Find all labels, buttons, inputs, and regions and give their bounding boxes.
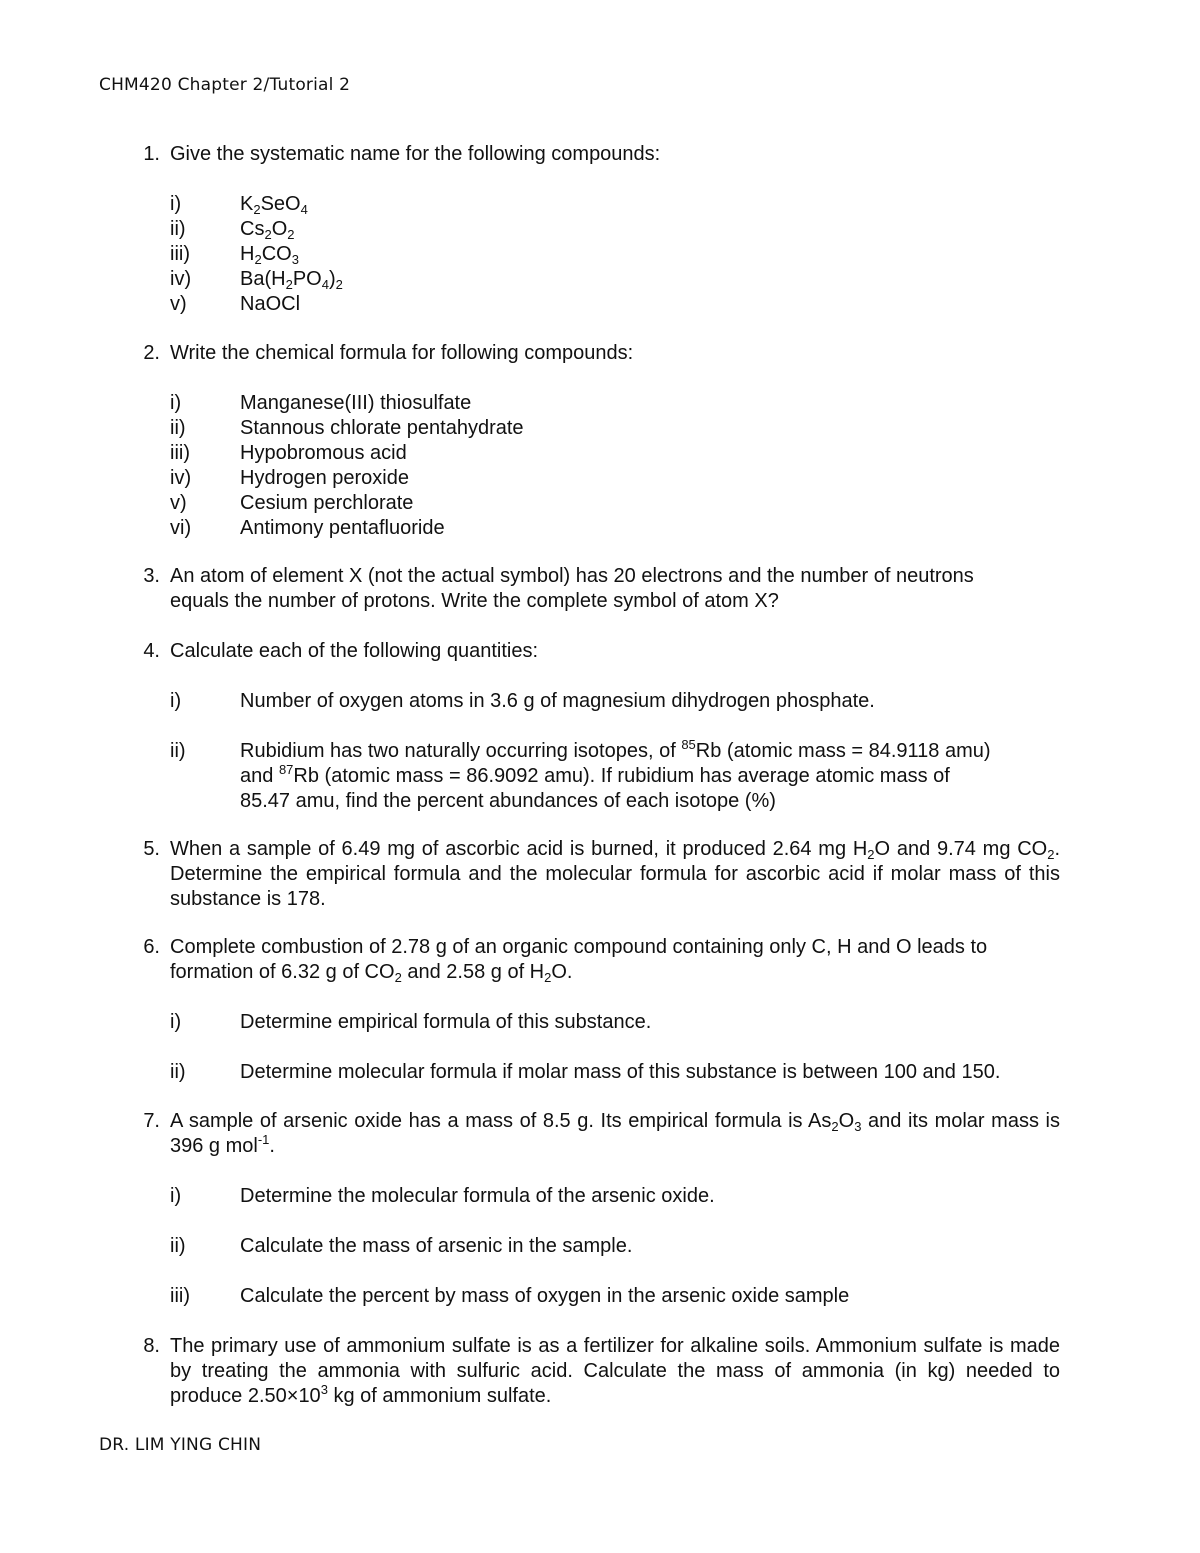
question-text: When a sample of 6.49 mg of ascorbic acid is burned, it produced 2.64 mg $H_2O$ and 9.74 mg $CO_2$. Determine the empirical formula and the molecular formula for ascorbic acid if molar mass of this substance is 178. <box>170 838 1060 910</box>
page-header: CHM420 Chapter 2/Tutorial 2 <box>99 75 351 95</box>
question-text: Write the chemical formula for following compounds: <box>170 342 634 364</box>
question-text: Give the systematic name for the following compounds: <box>170 143 661 165</box>
worksheet-page: CHM420 Chapter 2/Tutorial 2 1. Give the systematic name for the following compounds: i) $K_2SeO_4$ ii) $Cs_2O_2$ iii) $H_2CO_3$ iv) $Ba(H_2PO_4)_2$ v) NaOCl 2. Write the chemical formula for following compounds: i) Manganese(III) thiosulfate ii) Stannous chlorate pentahydrate iii) Hypobromous acid iv) Hydrogen peroxide v) Cesium perchlorate vi) Antimony pentafluoride 3. An atom of element X (not the actual symbol) has 20 electrons and the number of neutrons equals the number of protons. Write the complete symbol of atom X? 4. Calculate each of the following quantities: i) Number of oxygen atoms in 3.6 g of magnesium dihydrogen phosphate. ii) Rubidium has two naturally occurring isotopes, of $^{85}$Rb (atomic mass = 84.9118 amu) and $^{87}$Rb (atomic mass = 86.9092 amu). If rubidium has average atomic mass of 85.47 amu, find the percent abundances of each isotope (%) 5. When a sample of 6.49 mg of ascorbic acid is burned, it produced 2.64 mg $H_2O$ and 9.74 mg $CO_2$. Determine the empirical formula and the molecular formula for ascorbic acid if molar mass of this substance is 178. 6. Complete combustion of 2.78 g of an organic compound containing only C, H and O leads to formation of 6.32 g of $CO_2$ and 2.58 g of $H_2O$. i) Determine empirical formula of this substance. ii) Determine molecular formula if molar mass of this substance is between 100 and 150. 7. A sample of arsenic oxide has a mass of 8.5 g. Its empirical formula is $As_2O_3$ and its molar mass is 396 g mol$^{-1}$. i) Determine the molecular formula of the arsenic oxide. ii) Calculate the mass of arsenic in the sample. iii) Calculate the percent by mass of oxygen in the arsenic oxide sample 8. The primary use of ammonium sulfate is as a fertilizer for alkaline soils. Ammonium sulfate is made by treating the ammonia with sulfuric acid. Calculate the mass of ammonia (in kg) needed to produce $2.50\times 10^3$ kg of ammonium sulfate. DR. LIM YING CHIN <box>99 75 1060 1455</box>
question-text: The primary use of ammonium sulfate is as a fertilizer for alkaline soils. Ammonium sulfate is made by treating the ammonia with sulfuric acid. Calculate the mass of ammonia (in kg) needed to produce $2.50\times 10^3$ kg of ammonium sulfate. <box>170 1335 1060 1407</box>
question-text: Complete combustion of 2.78 g of an organic compound containing only C, H and O leads to formation of 6.32 g of $CO_2$ and 2.58 g of $H_2O$. <box>170 936 988 985</box>
question-number: 1. <box>143 143 160 165</box>
question-text: An atom of element X (not the actual symbol) has 20 electrons and the number of neutrons equals the number of protons. Write the complete symbol of atom X? <box>170 565 974 612</box>
question-number: 7. <box>143 1110 160 1132</box>
question-number: 3. <box>143 565 160 587</box>
question-text: Calculate each of the following quantities: <box>170 640 539 662</box>
question-number: 5. <box>143 838 160 860</box>
question-number: 4. <box>143 640 160 662</box>
question-number: 6. <box>143 936 160 958</box>
page-footer: DR. LIM YING CHIN <box>99 1435 262 1455</box>
question-number: 8. <box>143 1335 160 1357</box>
question-number: 2. <box>143 342 160 364</box>
question-text: A sample of arsenic oxide has a mass of 8.5 g. Its empirical formula is $As_2O_3$ and its molar mass is 396 g mol$^{-1}$. <box>170 1110 1060 1157</box>
